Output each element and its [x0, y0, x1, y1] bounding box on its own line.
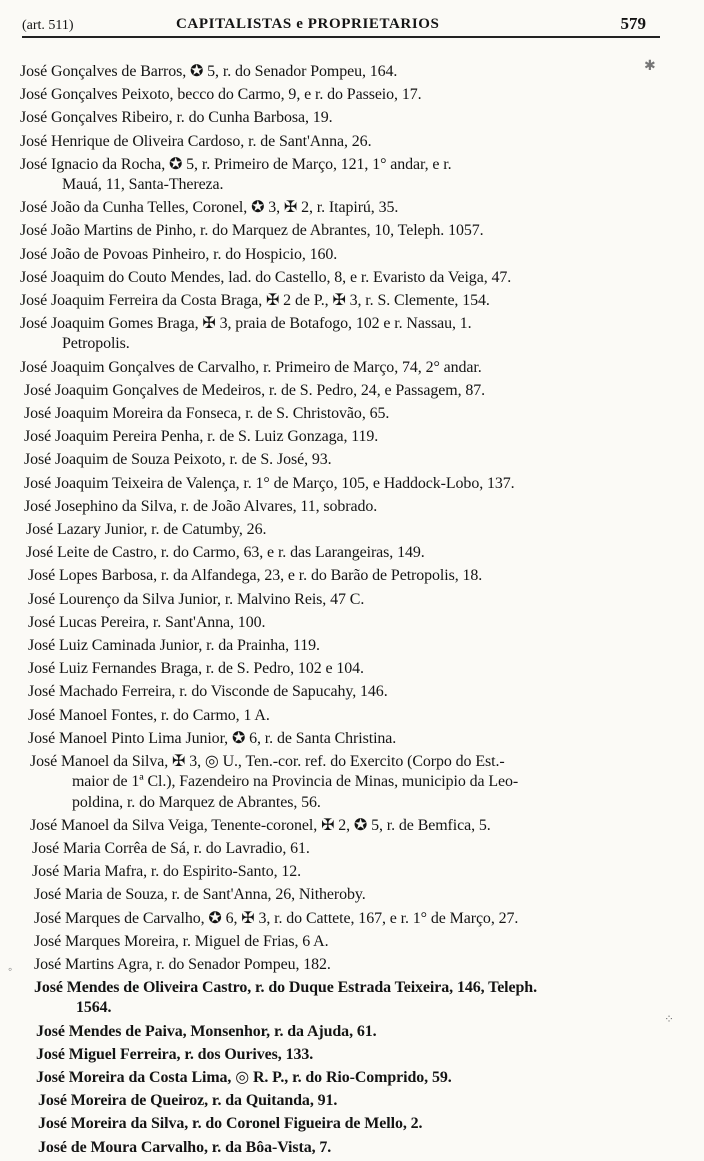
directory-entry: [0, 1138, 704, 1158]
directory-entry: [0, 566, 704, 586]
entry-line: José Joaquim Gonçalves de Carvalho, r. Primeiro de Março, 74, 2° andar.: [20, 358, 482, 376]
directory-entry: [0, 885, 704, 905]
entry-line: José Gonçalves de Barros, ✪ 5, r. do Senador Pompeu, 164.: [20, 63, 398, 80]
directory-entry: [0, 497, 704, 517]
directory-entry: [0, 155, 704, 195]
directory-entry: [0, 1091, 704, 1111]
entry-line: José Lopes Barbosa, r. da Alfandega, 23, e r. do Barão de Petropolis, 18.: [28, 567, 483, 585]
directory-entry: [0, 955, 704, 975]
page-header: [22, 12, 660, 38]
directory-entry: [0, 1114, 704, 1134]
entry-line: José Moreira de Queiroz, r. da Quitanda, 91.: [38, 1092, 338, 1110]
section-title: CAPITALISTAS e PROPRIETARIOS: [176, 16, 440, 32]
directory-entry: [0, 62, 704, 82]
entry-line: José Ignacio da Rocha, ✪ 5, r. Primeiro de Março, 121, 1° andar, e r.: [20, 155, 452, 173]
directory-entry: [0, 862, 704, 882]
directory-entry: [0, 659, 704, 679]
directory-list: [0, 62, 704, 1161]
entry-line: José de Moura Carvalho, r. da Bôa-Vista, 7.: [38, 1138, 332, 1156]
entry-line: José Lazary Junior, r. de Catumby, 26.: [26, 521, 267, 539]
directory-entry: [0, 474, 704, 494]
entry-line: José Marques de Carvalho, ✪ 6, ✠ 3, r. do Cattete, 167, e r. 1° de Março, 27.: [34, 909, 519, 927]
entry-line: José João de Povoas Pinheiro, r. do Hospicio, 160.: [20, 245, 338, 263]
entry-line: José João Martins de Pinho, r. do Marquez de Abrantes, 10, Teleph. 1057.: [20, 222, 484, 240]
entry-line: José Luiz Caminada Junior, r. da Prainha, 119.: [28, 637, 320, 655]
entry-line: José Joaquim Teixeira de Valença, r. 1° de Março, 105, e Haddock-Lobo, 137.: [24, 474, 515, 492]
entry-line: José Lucas Pereira, r. Sant'Anna, 100.: [28, 613, 266, 631]
entry-continuation-line: maior de 1ª Cl.), Fazendeiro na Provincia de Minas, municipio da Leo-: [72, 773, 519, 791]
entry-line: José Manoel Fontes, r. do Carmo, 1 A.: [28, 706, 270, 724]
directory-entry: [0, 543, 704, 563]
directory-entry: [0, 752, 704, 813]
entry-line: José Maria Corrêa de Sá, r. do Lavradio, 61.: [32, 839, 310, 857]
directory-entry: [0, 590, 704, 610]
directory-entry: [0, 1068, 704, 1088]
entry-line: José Joaquim Gonçalves de Medeiros, r. de S. Pedro, 24, e Passagem, 87.: [24, 381, 486, 399]
entry-line: José Josephino da Silva, r. de João Alvares, 11, sobrado.: [24, 497, 378, 515]
directory-entry: [0, 245, 704, 265]
entry-line: José Mendes de Oliveira Castro, r. do Duque Estrada Teixeira, 146, Teleph.: [34, 979, 537, 997]
entry-line: José Manoel Pinto Lima Junior, ✪ 6, r. de Santa Christina.: [28, 729, 397, 747]
directory-entry: [0, 636, 704, 656]
entry-line: José Manoel da Silva, ✠ 3, ◎ U., Ten.-cor. ref. do Exercito (Corpo do Est.-: [30, 753, 505, 771]
directory-entry: [0, 404, 704, 424]
entry-line: José Manoel da Silva Veiga, Tenente-coronel, ✠ 2, ✪ 5, r. de Bemfica, 5.: [30, 816, 491, 834]
directory-entry: [0, 381, 704, 401]
directory-entry: [0, 427, 704, 447]
entry-continuation-line: Mauá, 11, Santa-Thereza.: [62, 176, 224, 194]
directory-entry: [0, 132, 704, 152]
directory-entry: [0, 198, 704, 218]
entry-continuation-line: poldina, r. do Marquez de Abrantes, 56.: [72, 793, 321, 811]
entry-line: José Lourenço da Silva Junior, r. Malvino Reis, 47 C.: [28, 590, 365, 608]
entry-line: José Joaquim Moreira da Fonseca, r. de S. Christovão, 65.: [24, 405, 390, 423]
entry-line: José Moreira da Silva, r. do Coronel Figueira de Mello, 2.: [38, 1115, 423, 1133]
entry-line: José Maria Mafra, r. do Espirito-Santo, 12.: [32, 863, 302, 881]
entry-line: José Maria de Souza, r. de Sant'Anna, 26, Nitheroby.: [34, 886, 366, 904]
article-reference: (art. 511): [22, 18, 74, 33]
directory-entry: [0, 932, 704, 952]
entry-line: José Leite de Castro, r. do Carmo, 63, e r. das Larangeiras, 149.: [26, 544, 425, 562]
entry-line: José Joaquim de Souza Peixoto, r. de S. José, 93.: [24, 451, 332, 469]
directory-entry: [0, 358, 704, 378]
entry-line: José Marques Moreira, r. Miguel de Frias, 6 A.: [34, 932, 329, 950]
directory-entry: [0, 221, 704, 241]
directory-entry: [0, 909, 704, 929]
entry-line: José Henrique de Oliveira Cardoso, r. de Sant'Anna, 26.: [20, 132, 372, 150]
print-speck: ✱: [644, 59, 656, 74]
entry-line: José Joaquim Ferreira da Costa Braga, ✠ 2 de P., ✠ 3, r. S. Clemente, 154.: [20, 292, 490, 310]
entry-line: José Gonçalves Ribeiro, r. do Cunha Barbosa, 19.: [20, 109, 333, 127]
directory-entry: [0, 706, 704, 726]
entry-line: José Machado Ferreira, r. do Visconde de Sapucahy, 146.: [28, 683, 388, 701]
directory-entry: [0, 682, 704, 702]
directory-entry: [0, 108, 704, 128]
entry-continuation-line: 1564.: [76, 999, 112, 1017]
page-number: 579: [620, 14, 646, 33]
directory-entry: [0, 1022, 704, 1042]
directory-entry: [0, 291, 704, 311]
directory-entry: [0, 613, 704, 633]
entry-line: José Joaquim Gomes Braga, ✠ 3, praia de Botafogo, 102 e r. Nassau, 1.: [20, 315, 472, 333]
directory-entry: [0, 839, 704, 859]
directory-entry: [0, 729, 704, 749]
directory-entry: [0, 450, 704, 470]
entry-line: José Mendes de Paiva, Monsenhor, r. da Ajuda, 61.: [36, 1022, 377, 1040]
entry-line: José Gonçalves Peixoto, becco do Carmo, 9, e r. do Passeio, 17.: [20, 86, 422, 104]
entry-line: José Martins Agra, r. do Senador Pompeu, 182.: [34, 955, 331, 973]
entry-line: José Joaquim Pereira Penha, r. de S. Luiz Gonzaga, 119.: [24, 428, 379, 446]
directory-entry: [0, 978, 704, 1018]
entry-line: José João da Cunha Telles, Coronel, ✪ 3, ✠ 2, r. Itapirú, 35.: [20, 199, 399, 217]
entry-line: José Miguel Ferreira, r. dos Ourives, 133.: [36, 1045, 314, 1063]
entry-line: José Moreira da Costa Lima, ◎ R. P., r. do Rio-Comprido, 59.: [36, 1068, 452, 1086]
directory-entry: [0, 314, 704, 354]
directory-entry: [0, 520, 704, 540]
directory-entry: [0, 85, 704, 105]
directory-entry: [0, 1045, 704, 1065]
entry-line: José Luiz Fernandes Braga, r. de S. Pedro, 102 e 104.: [28, 660, 364, 678]
print-speck: ⁘: [664, 1012, 675, 1026]
directory-entry: [0, 816, 704, 836]
directory-entry: [0, 268, 704, 288]
print-speck: ◦: [8, 962, 13, 976]
entry-line: José Joaquim do Couto Mendes, lad. do Castello, 8, e r. Evaristo da Veiga, 47.: [20, 268, 512, 286]
entry-continuation-line: Petropolis.: [62, 335, 130, 353]
